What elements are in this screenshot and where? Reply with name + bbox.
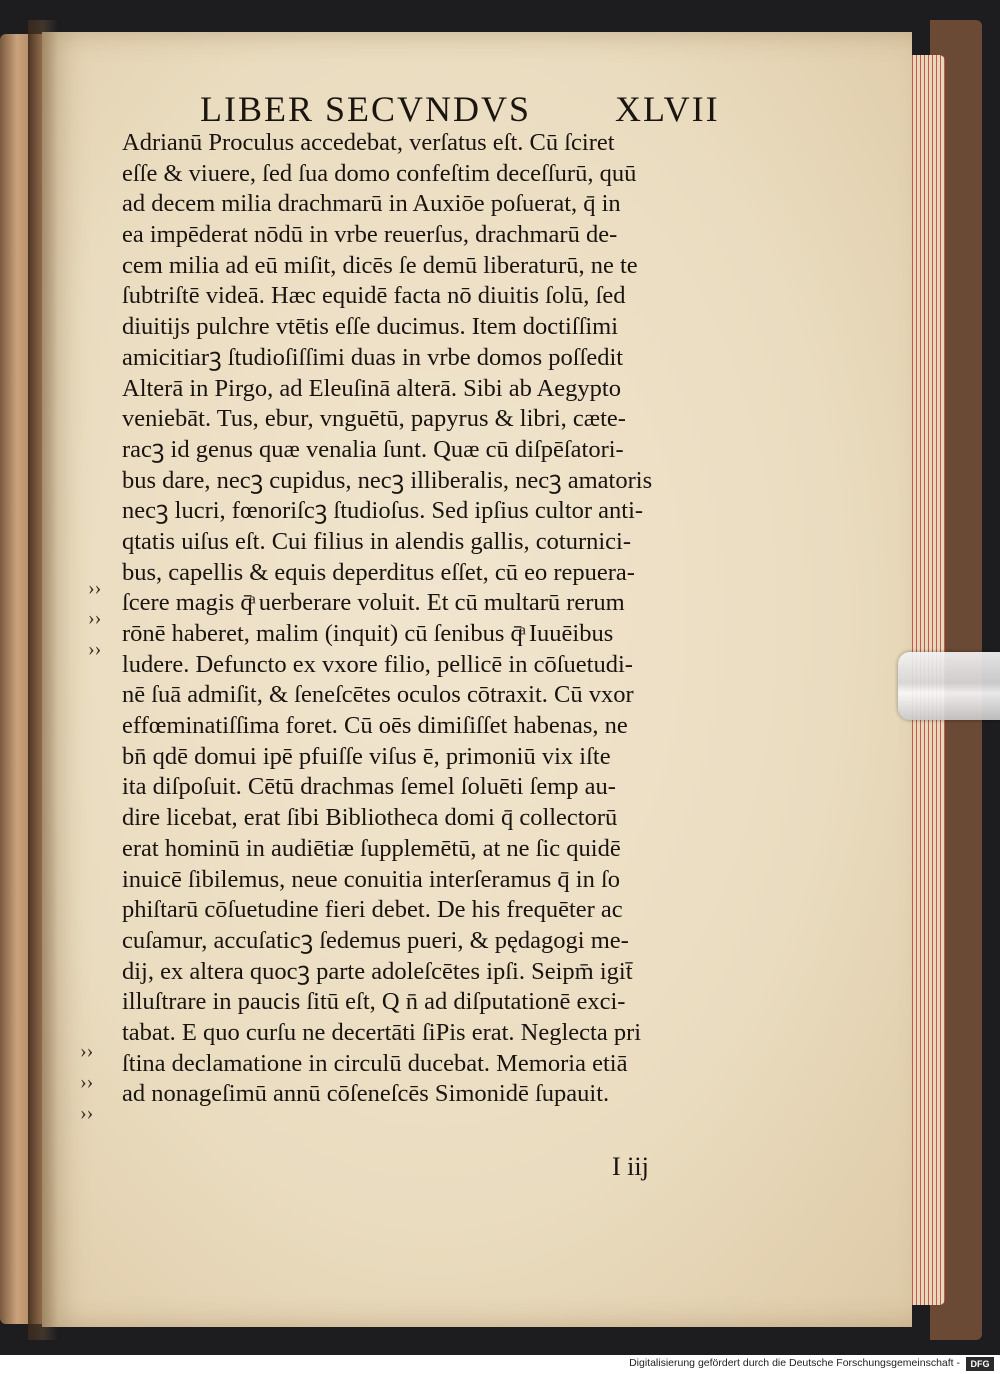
- binding-shadow: [28, 20, 58, 1340]
- text-line: bus, capellis & equis deperditus eſſet, cū eo repuera-: [122, 558, 635, 586]
- text-line: bus dare, necꝫ cupidus, necꝫ illiberalis, necꝫ amatoris: [122, 466, 653, 494]
- marginal-quote-mark: ››: [80, 1040, 94, 1062]
- text-line: racꝫ id genus quæ venalia ſunt. Quæ cū diſpēſatori-: [122, 435, 624, 463]
- text-line: inuicē ſibilemus, neue conuitia interſeramus q̄ in ſo: [122, 865, 621, 893]
- text-line: ad decem milia drachmarū in Auxiōe poſuerat, q̄ in: [122, 190, 621, 218]
- text-line: phiſtarū cōſuetudine fieri debet. De his frequēter ac: [122, 896, 623, 924]
- text-line: ea impēderat nōdū in vrbe reuerſus, drachmarū de-: [122, 221, 618, 249]
- text-line: ſtina declamatione in circulū ducebat. Memoria etiā: [122, 1049, 628, 1077]
- text-line: tabat. E quo curſu ne decertāti ſiPis erat. Neglecta pri: [122, 1018, 642, 1046]
- running-title: LIBER SECVNDVS: [200, 89, 532, 129]
- text-line: ita diſpoſuit. Cētū drachmas ſemel ſoluēti ſemp au-: [122, 773, 616, 801]
- marginal-quote-mark: ››: [80, 1071, 94, 1093]
- text-line: qtatis uiſus eſt. Cui filius in alendis gallis, coturnici-: [122, 527, 631, 555]
- text-line: dij, ex altera quocꝫ parte adoleſcētes ipſi. Seipm̄ igit̄: [122, 957, 633, 985]
- text-line: illuſtrare in paucis ſitū eſt, Q n̄ ad diſputationē exci-: [122, 988, 626, 1016]
- text-line: Alterā in Pirgo, ad Eleuſinā alterā. Sibi ab Aegypto: [122, 374, 621, 402]
- text-line: cem milia ad eū miſit, dicēs ſe demū liberaturū, ne te: [122, 251, 638, 279]
- text-line: bn̄ qdē domui ipē pfuiſſe viſus ē, primoniū vix iſte: [122, 742, 611, 770]
- text-line: ad nonageſimū annū cōſeneſcēs Simonidē ſupauit.: [122, 1080, 610, 1108]
- page-clip: [898, 652, 1000, 720]
- text-line: dire licebat, erat ſibi Bibliotheca domi q̄ collectorū: [122, 804, 618, 832]
- body-text: [122, 128, 772, 1110]
- marginal-quote-mark: ››: [88, 638, 102, 660]
- marginal-quote-mark: ››: [88, 607, 102, 629]
- folio-number: XLVII: [615, 89, 720, 129]
- signature-mark: I iij: [612, 1152, 649, 1181]
- footer-bar: [0, 1355, 1000, 1374]
- text-line: veniebāt. Tus, ebur, vnguētū, papyrus & libri, cæte-: [122, 405, 626, 433]
- text-line: amicitiarꝫ ſtudioſiſſimi duas in vrbe domos poſſedit: [122, 343, 624, 371]
- footer-credit: Digitalisierung gefördert durch die Deutsche Forschungsgemeinschaft -: [629, 1357, 960, 1369]
- text-line: necꝫ lucri, fœnoriſcꝫ ſtudioſus. Sed ipſius cultor anti-: [122, 497, 644, 525]
- text-line: diuitijs pulchre vtētis eſſe ducimus. Item doctiſſimi: [122, 313, 619, 341]
- text-line: ludere. Defuncto ex vxore filio, pellicē in cōſuetudi-: [122, 650, 633, 678]
- text-line: effœminatiſſima foret. Cū oēs dimiſiſſet habenas, ne: [122, 712, 628, 740]
- text-line: Adrianū Proculus accedebat, verſatus eſt. Cū ſciret: [122, 129, 615, 156]
- text-line: cuſamur, accuſaticꝫ ſedemus pueri, & pędagogi me-: [122, 926, 629, 954]
- dfg-logo-icon: DFG: [966, 1357, 994, 1371]
- marginal-quote-mark: ››: [88, 577, 102, 599]
- text-line: ſubtriſtē videā. Hæc equidē facta nō diuitis ſolū, ſed: [122, 282, 626, 310]
- text-line: ſcere magis q̄ͣ uerberare voluit. Et cū multarū rerum: [122, 589, 625, 617]
- page-header: [200, 88, 740, 128]
- marginal-quote-mark: ››: [80, 1102, 94, 1124]
- text-line: rōnē haberet, malim (inquit) cū ſenibus q̄ͣ Iuuēibus: [122, 620, 614, 647]
- text-line: nē ſuā admiſit, & ſeneſcētes oculos cōtraxit. Cū vxor: [122, 681, 634, 709]
- text-line: erat hominū in audiētiæ ſupplemētū, at ne ſic quidē: [122, 834, 621, 862]
- text-line: eſſe & viuere, ſed ſua domo confeſtim deceſſurū, quū: [122, 159, 637, 187]
